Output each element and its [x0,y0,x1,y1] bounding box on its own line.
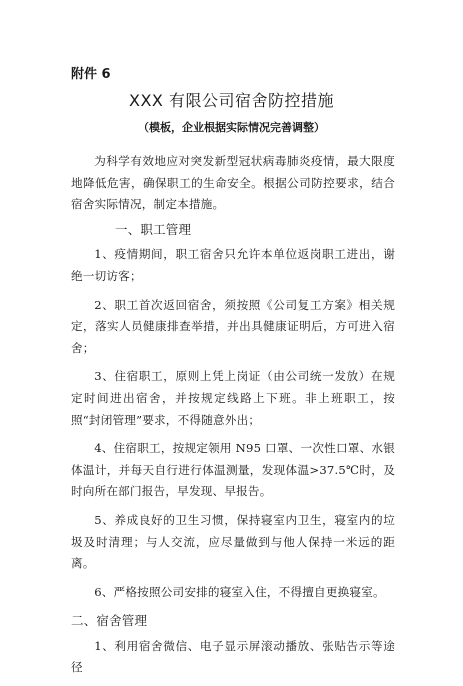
section-heading-staff: 一、职工管理 [115,221,192,237]
list-item: 5、养成良好的卫生习惯，保持寝室内卫生，寝室内的垃圾及时清理；与人交流，应尽量做到与他人保持一米远的距离。 [71,512,395,571]
document-body [71,151,395,686]
list-item: 1、疫情期间，职工宿舍只允许本单位返岗职工进出，谢绝一切访客； [71,247,395,283]
list-item: 1、利用宿舍微信、电子显示屏滚动播放、张贴告示等途径 [71,638,395,675]
intro-paragraph: 为科学有效地应对突发新型冠状病毒肺炎疫情，最大限度地降低危害，确保职工的生命安全。根据公司防控要求，结合宿舍实际情况，制定本措施。 [71,154,395,212]
annex-label: 附件 6 [71,67,111,82]
list-item: 4、住宿职工，按规定领用 N95 口罩、一次性口罩、水银体温计，并每天自行进行体温测量，发现体温>37.5℃时，及时向所在部门报告，早发现、早报告。 [71,441,395,499]
page-subtitle: （模板，企业根据实际情况完善调整） [138,121,325,134]
list-item: 3、住宿职工，原则上凭上岗证（由公司统一发放）在规定时间进出宿舍，并按规定线路上下班。非上班职工，按照“封闭管理”要求，不得随意外出； [71,369,395,427]
list-item: 2、职工首次返回宿舍，须按照《公司复工方案》相关规定，落实人员健康排查举措，并出具健康证明后，方可进入宿舍； [71,297,395,355]
list-item: 6、严格按照公司安排的寝室入住，不得擅自更换寝室。 [94,584,385,599]
page-title: XXX 有限公司宿舍防控措施 [129,91,334,110]
section-heading-dorm: 二、宿舍管理 [71,613,148,629]
